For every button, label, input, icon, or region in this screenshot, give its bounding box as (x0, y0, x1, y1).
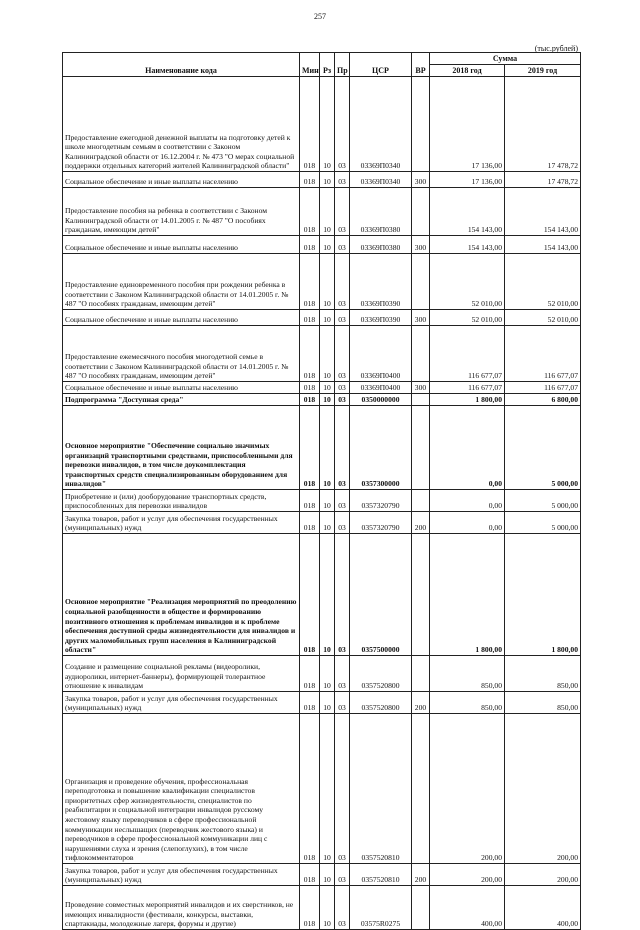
row-rz-cell: 10 (320, 254, 335, 310)
row-rz-cell: 10 (320, 394, 335, 406)
row-pr-cell: 03 (335, 534, 350, 656)
row-vr-cell: 300 (412, 236, 430, 254)
row-csr-cell: 0357320790 (350, 490, 412, 512)
row-csr-cell: 03369П0340 (350, 172, 412, 188)
row-2019-cell: 850,00 (505, 692, 581, 714)
row-2019-cell: 116 677,07 (505, 326, 581, 382)
row-rz-cell: 10 (320, 310, 335, 326)
row-2019-cell: 154 143,00 (505, 188, 581, 236)
row-csr-cell: 0357320790 (350, 512, 412, 534)
row-pr-cell: 03 (335, 188, 350, 236)
row-name-cell: Предоставление пособия на ребенка в соответствии с Законом Калининградской области от 14.01.2005 г. № 487 "О пособиях гражданам, имеющим детей" (63, 188, 300, 236)
row-2018-cell: 17 136,00 (430, 172, 505, 188)
row-2018-cell: 850,00 (430, 692, 505, 714)
row-csr-cell: 03369П0340 (350, 77, 412, 172)
row-csr-cell: 0357520810 (350, 864, 412, 886)
row-min-cell: 018 (300, 394, 320, 406)
row-vr-cell: 300 (412, 382, 430, 394)
row-csr-cell: 03369П0380 (350, 236, 412, 254)
row-pr-cell: 03 (335, 490, 350, 512)
row-csr-cell: 03369П0390 (350, 254, 412, 310)
row-2019-cell: 400,00 (505, 886, 581, 930)
row-rz-cell: 10 (320, 864, 335, 886)
row-name-cell: Приобретение и (или) дооборудование транспортных средств, приспособленных для перевозки инвалидов (63, 490, 300, 512)
row-min-cell: 018 (300, 534, 320, 656)
row-vr-cell (412, 656, 430, 692)
row-2018-cell: 0,00 (430, 512, 505, 534)
row-csr-cell: 0350000000 (350, 394, 412, 406)
row-pr-cell: 03 (335, 692, 350, 714)
row-name-cell: Социальное обеспечение и иные выплаты населению (63, 382, 300, 394)
row-vr-cell: 300 (412, 172, 430, 188)
row-2018-cell: 116 677,07 (430, 382, 505, 394)
row-pr-cell: 03 (335, 254, 350, 310)
table-row (63, 188, 581, 236)
row-vr-cell (412, 490, 430, 512)
row-pr-cell: 03 (335, 394, 350, 406)
row-rz-cell: 10 (320, 886, 335, 930)
row-min-cell: 018 (300, 490, 320, 512)
row-name-cell: Закупка товаров, работ и услуг для обеспечения государственных (муниципальных) нужд (63, 512, 300, 534)
budget-table (62, 52, 581, 930)
table-row (63, 394, 581, 406)
row-2019-cell: 17 478,72 (505, 172, 581, 188)
row-min-cell: 018 (300, 310, 320, 326)
row-2019-cell: 5 000,00 (505, 490, 581, 512)
row-2018-cell: 1 800,00 (430, 534, 505, 656)
row-csr-cell: 0357500000 (350, 534, 412, 656)
row-2019-cell: 5 000,00 (505, 512, 581, 534)
table-row (63, 512, 581, 534)
row-vr-cell: 200 (412, 864, 430, 886)
row-vr-cell (412, 326, 430, 382)
row-rz-cell: 10 (320, 692, 335, 714)
row-2018-cell: 116 677,07 (430, 326, 505, 382)
row-2019-cell: 116 677,07 (505, 382, 581, 394)
row-csr-cell: 03575R0275 (350, 886, 412, 930)
row-name-cell: Проведение совместных мероприятий инвалидов и их сверстников, не имеющих инвалидности (фестивали, конкурсы, выставки, спартакиады, молодежные лагеря, форумы и другие) (63, 886, 300, 930)
col-rz-header: Рз (320, 53, 335, 77)
row-2018-cell: 52 010,00 (430, 254, 505, 310)
row-min-cell: 018 (300, 714, 320, 864)
row-rz-cell: 10 (320, 656, 335, 692)
col-sum-header: Сумма (430, 53, 581, 65)
row-name-cell: Закупка товаров, работ и услуг для обеспечения государственных (муниципальных) нужд (63, 692, 300, 714)
row-min-cell: 018 (300, 692, 320, 714)
table-row (63, 326, 581, 382)
row-csr-cell: 0357520800 (350, 656, 412, 692)
table-row (63, 692, 581, 714)
row-name-cell: Закупка товаров, работ и услуг для обеспечения государственных (муниципальных) нужд (63, 864, 300, 886)
row-2019-cell: 200,00 (505, 714, 581, 864)
row-rz-cell: 10 (320, 406, 335, 490)
row-2019-cell: 17 478,72 (505, 77, 581, 172)
col-2018-header: 2018 год (430, 65, 505, 77)
table-row (63, 714, 581, 864)
row-2018-cell: 0,00 (430, 406, 505, 490)
row-min-cell: 018 (300, 188, 320, 236)
row-vr-cell (412, 77, 430, 172)
row-rz-cell: 10 (320, 490, 335, 512)
table-row (63, 406, 581, 490)
row-name-cell: Предоставление единовременного пособия при рождении ребенка в соответствии с Законом Калининградской области от 14.01.2005 г. № 487 "О пособиях гражданам, имеющим детей" (63, 254, 300, 310)
row-min-cell: 018 (300, 864, 320, 886)
col-pr-header: Пр (335, 53, 350, 77)
row-rz-cell: 10 (320, 77, 335, 172)
row-vr-cell (412, 714, 430, 864)
row-rz-cell: 10 (320, 188, 335, 236)
row-pr-cell: 03 (335, 77, 350, 172)
row-min-cell: 018 (300, 254, 320, 310)
row-min-cell: 018 (300, 406, 320, 490)
table-row (63, 864, 581, 886)
row-csr-cell: 0357300000 (350, 406, 412, 490)
row-2019-cell: 5 000,00 (505, 406, 581, 490)
col-vr-header: ВР (412, 53, 430, 77)
row-vr-cell: 200 (412, 512, 430, 534)
row-vr-cell (412, 394, 430, 406)
row-rz-cell: 10 (320, 512, 335, 534)
row-rz-cell: 10 (320, 172, 335, 188)
row-pr-cell: 03 (335, 864, 350, 886)
unit-label: (тыс.рублей) (534, 44, 578, 53)
row-rz-cell: 10 (320, 534, 335, 656)
row-min-cell: 018 (300, 77, 320, 172)
row-2019-cell: 1 800,00 (505, 534, 581, 656)
row-name-cell: Предоставление ежегодной денежной выплаты на подготовку детей к школе многодетным семьям в соответствии с Законом Калининградской области от 16.12.2004 г. № 473 "О мерах социальной поддержки отдельных категорий жителей Калининградской области" (63, 77, 300, 172)
row-name-cell: Предоставление ежемесячного пособия многодетной семье в соответствии с Законом Калининградской области от 14.01.2005 г. № 487 "О пособиях гражданам, имеющим детей" (63, 326, 300, 382)
row-min-cell: 018 (300, 326, 320, 382)
row-pr-cell: 03 (335, 714, 350, 864)
row-pr-cell: 03 (335, 886, 350, 930)
table-row (63, 172, 581, 188)
row-pr-cell: 03 (335, 512, 350, 534)
row-csr-cell: 03369П0390 (350, 310, 412, 326)
row-name-cell: Социальное обеспечение и иные выплаты населению (63, 236, 300, 254)
row-csr-cell: 03369П0400 (350, 382, 412, 394)
row-vr-cell (412, 886, 430, 930)
row-pr-cell: 03 (335, 656, 350, 692)
row-2018-cell: 154 143,00 (430, 188, 505, 236)
table-row (63, 490, 581, 512)
row-min-cell: 018 (300, 382, 320, 394)
row-vr-cell (412, 534, 430, 656)
table-row (63, 236, 581, 254)
row-csr-cell: 0357520810 (350, 714, 412, 864)
row-min-cell: 018 (300, 172, 320, 188)
row-min-cell: 018 (300, 512, 320, 534)
row-2019-cell: 850,00 (505, 656, 581, 692)
row-name-cell: Социальное обеспечение и иные выплаты населению (63, 172, 300, 188)
row-pr-cell: 03 (335, 406, 350, 490)
col-min-header: Мин (300, 53, 320, 77)
row-2018-cell: 0,00 (430, 490, 505, 512)
row-rz-cell: 10 (320, 382, 335, 394)
page-number: 257 (314, 12, 326, 21)
row-2018-cell: 17 136,00 (430, 77, 505, 172)
row-2018-cell: 850,00 (430, 656, 505, 692)
table-row (63, 77, 581, 172)
row-2019-cell: 52 010,00 (505, 254, 581, 310)
row-name-cell: Создание и размещение социальной рекламы (видеоролики, аудиоролики, интернет-баннеры), формирующей толерантное отношение к инвалидам (63, 656, 300, 692)
row-vr-cell (412, 254, 430, 310)
table-row (63, 534, 581, 656)
row-vr-cell: 200 (412, 692, 430, 714)
row-vr-cell: 300 (412, 310, 430, 326)
row-name-cell: Организация и проведение обучения, профессиональная переподготовка и повышение квалификации специалистов приоритетных сфер жизнедеятельности, специалистов по реабилитации и социальной интеграции инвалидов русскому жестовому языку переводчиков в сфере профессиональной коммуникации неслышащих (переводчик жестового языка) и переводчиков в сфере профессиональной коммуникации лиц с нарушениями слуха и зрения (слепоглухих), в том числе тифлокомментаторов (63, 714, 300, 864)
row-2018-cell: 1 800,00 (430, 394, 505, 406)
table-row (63, 310, 581, 326)
row-csr-cell: 0357520800 (350, 692, 412, 714)
table-row (63, 382, 581, 394)
row-pr-cell: 03 (335, 326, 350, 382)
row-name-cell: Подпрограмма "Доступная среда" (63, 394, 300, 406)
row-2018-cell: 200,00 (430, 714, 505, 864)
table-row (63, 886, 581, 930)
row-min-cell: 018 (300, 886, 320, 930)
row-pr-cell: 03 (335, 236, 350, 254)
row-min-cell: 018 (300, 656, 320, 692)
col-name-header: Наименование кода (63, 53, 300, 77)
row-name-cell: Основное мероприятие "Реализация мероприятий по преодолению социальной разобщенности в обществе и формированию позитивного отношения к проблемам инвалидов и к проблеме обеспечения доступной среды жизнедеятельности для инвалидов и других маломобильных групп населения в Калининградской области" (63, 534, 300, 656)
row-2019-cell: 6 800,00 (505, 394, 581, 406)
row-2019-cell: 52 010,00 (505, 310, 581, 326)
table-row (63, 656, 581, 692)
row-2018-cell: 400,00 (430, 886, 505, 930)
row-rz-cell: 10 (320, 326, 335, 382)
col-2019-header: 2019 год (505, 65, 581, 77)
col-csr-header: ЦСР (350, 53, 412, 77)
row-csr-cell: 03369П0380 (350, 188, 412, 236)
row-2018-cell: 200,00 (430, 864, 505, 886)
row-vr-cell (412, 188, 430, 236)
row-rz-cell: 10 (320, 236, 335, 254)
row-name-cell: Основное мероприятие "Обеспечение социально значимых организаций транспортными средствами, приспособленными для перевозки инвалидов, в том числе доукомплектация транспортных средств специализированным оборудованием для инвалидов" (63, 406, 300, 490)
row-2018-cell: 52 010,00 (430, 310, 505, 326)
row-name-cell: Социальное обеспечение и иные выплаты населению (63, 310, 300, 326)
row-2019-cell: 154 143,00 (505, 236, 581, 254)
row-2018-cell: 154 143,00 (430, 236, 505, 254)
table-row (63, 254, 581, 310)
row-csr-cell: 03369П0400 (350, 326, 412, 382)
row-rz-cell: 10 (320, 714, 335, 864)
row-2019-cell: 200,00 (505, 864, 581, 886)
row-pr-cell: 03 (335, 172, 350, 188)
row-vr-cell (412, 406, 430, 490)
row-pr-cell: 03 (335, 382, 350, 394)
row-min-cell: 018 (300, 236, 320, 254)
row-pr-cell: 03 (335, 310, 350, 326)
